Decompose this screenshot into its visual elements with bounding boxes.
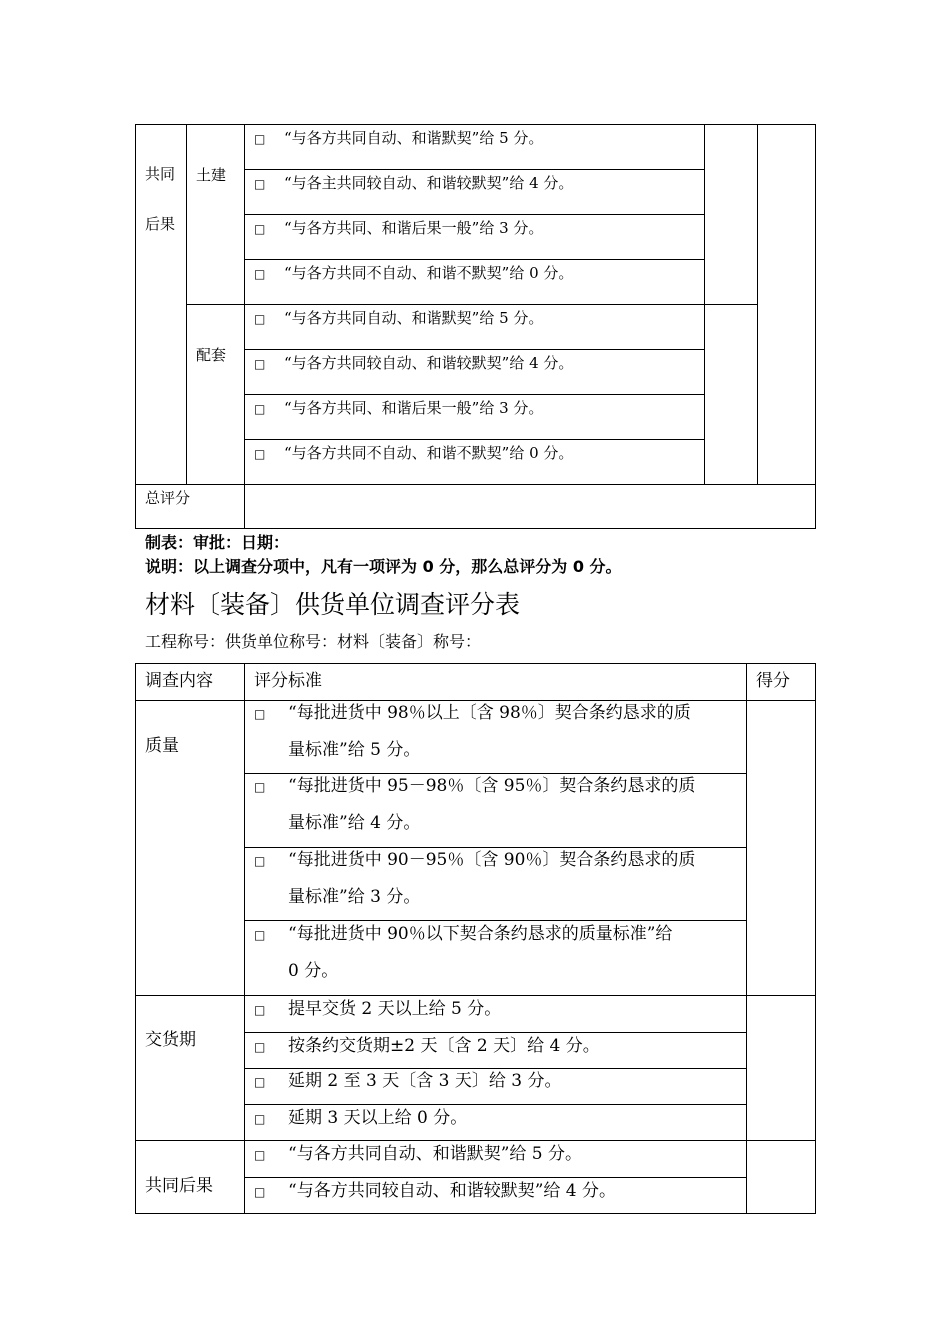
checkbox-icon[interactable]: □	[254, 177, 266, 191]
checkbox-icon[interactable]: □	[254, 267, 266, 281]
total-score-label: 总评分	[145, 489, 191, 507]
subcategory-tujian: 土建	[196, 166, 227, 184]
criteria-row: □ “与各方共同自动、和谐默契”给 5 分。	[254, 307, 543, 330]
category-label-line1: 共同	[145, 165, 176, 183]
checkbox-icon[interactable]: □	[254, 854, 266, 868]
checkbox-icon[interactable]: □	[254, 1185, 266, 1199]
checkbox-icon[interactable]: □	[254, 707, 266, 721]
note-line: 说明：以上调查分项中，凡有一项评为 0 分，那么总评分为 0 分。	[145, 557, 622, 576]
criteria-row: □ “与各方共同自动、和谐默契”给 5 分。	[254, 127, 543, 150]
criteria-row: □ 提早交货 2 天以上给 5 分。	[254, 991, 501, 1029]
criteria-row: □ 延期 3 天以上给 0 分。	[254, 1100, 467, 1138]
checkbox-icon[interactable]: □	[254, 1003, 266, 1017]
checkbox-icon[interactable]: □	[254, 447, 266, 461]
header-content: 调查内容	[145, 671, 213, 691]
checkbox-icon[interactable]: □	[254, 312, 266, 326]
criteria-row: □ “与各主共同较自动、和谐较默契”给 4 分。	[254, 172, 573, 195]
criteria-row: □ “与各方共同自动、和谐默契”给 5 分。	[254, 1136, 582, 1174]
checkbox-icon[interactable]: □	[254, 222, 266, 236]
criteria-row: □ “与各方共同、和谐后果一般”给 3 分。	[254, 397, 543, 420]
checkbox-icon[interactable]: □	[254, 1112, 266, 1126]
criteria-row: □ 按条约交货期±2 天〔含 2 天〕给 4 分。	[254, 1028, 600, 1066]
checkbox-icon[interactable]: □	[254, 780, 266, 794]
criteria-row: □ “每批进货中 95－98％〔含 95％〕契合条约恳求的质	[254, 768, 695, 806]
checkbox-icon[interactable]: □	[254, 402, 266, 416]
checkbox-icon[interactable]: □	[254, 357, 266, 371]
page-title: 材料〔装备〕供货单位调查评分表	[145, 590, 521, 619]
coop-label: 共同后果	[145, 1176, 213, 1196]
criteria-row-cont: 量标准”给 4 分。	[288, 813, 421, 833]
criteria-row-cont: 量标准”给 3 分。	[288, 887, 421, 907]
category-label-line2: 后果	[145, 215, 176, 233]
criteria-row: □ “与各方共同、和谐后果一般”给 3 分。	[254, 217, 543, 240]
header-score: 得分	[756, 671, 790, 691]
checkbox-icon[interactable]: □	[254, 1148, 266, 1162]
criteria-row: □ “与各方共同不自动、和谐不默契”给 0 分。	[254, 442, 573, 465]
checkbox-icon[interactable]: □	[254, 1075, 266, 1089]
criteria-row-cont: 量标准”给 5 分。	[288, 740, 421, 760]
checkbox-icon[interactable]: □	[254, 928, 266, 942]
criteria-row: □ “每批进货中 90－95％〔含 90％〕契合条约恳求的质	[254, 842, 695, 880]
subcategory-peitao: 配套	[196, 346, 227, 364]
quality-label: 质量	[145, 736, 179, 756]
criteria-row: □ “每批进货中 90％以下契合条约恳求的质量标准”给	[254, 916, 672, 954]
criteria-row: □ “与各方共同较自动、和谐较默契”给 4 分。	[254, 1173, 616, 1211]
checkbox-icon[interactable]: □	[254, 1040, 266, 1054]
header-criteria: 评分标准	[254, 671, 322, 691]
criteria-row-cont: 0 分。	[288, 961, 339, 981]
criteria-row: □ “每批进货中 98％以上〔含 98％〕契合条约恳求的质	[254, 695, 691, 733]
delivery-label: 交货期	[145, 1030, 196, 1050]
checkbox-icon[interactable]: □	[254, 132, 266, 146]
criteria-row: □ 延期 2 至 3 天〔含 3 天〕给 3 分。	[254, 1063, 562, 1101]
criteria-row: □ “与各方共同较自动、和谐较默契”给 4 分。	[254, 352, 573, 375]
signature-line: 制表：审批：日期：	[145, 533, 290, 552]
page-subtitle: 工程称号：供货单位称号：材料〔装备〕称号：	[145, 632, 482, 651]
criteria-row: □ “与各方共同不自动、和谐不默契”给 0 分。	[254, 262, 573, 285]
